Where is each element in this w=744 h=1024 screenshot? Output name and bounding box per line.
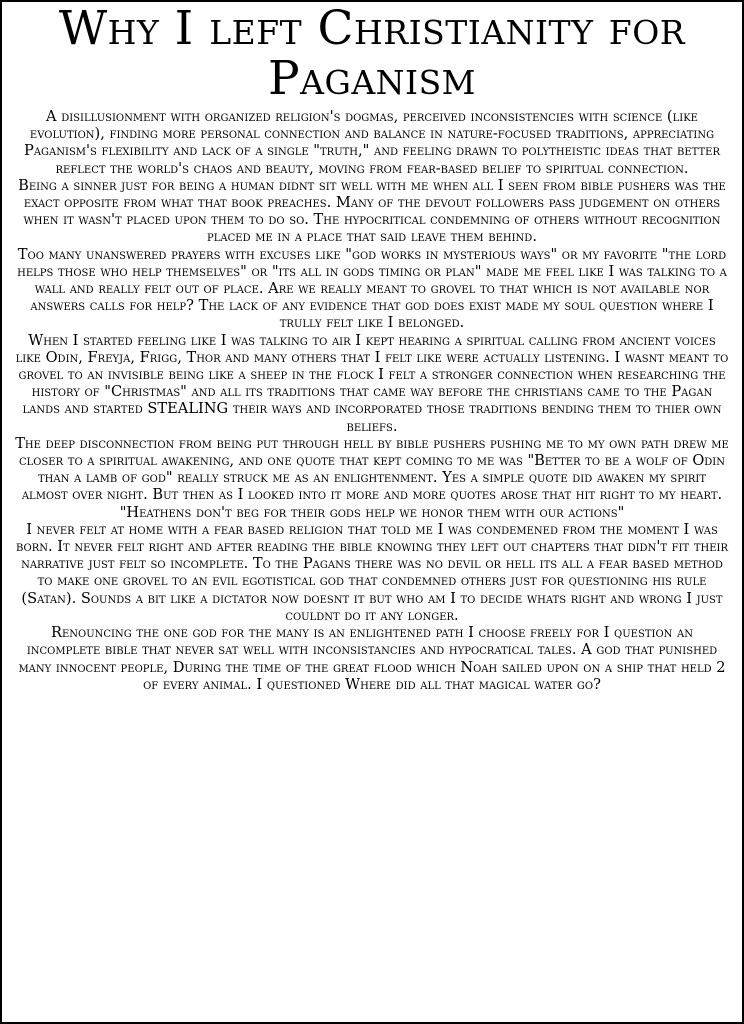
document-title: Why I left Christianity for Paganism xyxy=(58,1,686,106)
paragraph-2: Being a sinner just for being a human didnt sit well with me when all I seen from bible pushers was the exact opposite from what that book preaches. Many of the devout followers pass judgement on others when it wasn't placed upon them to do so. The hypocritical condemning of others without recognition placed me in a place that said leave them behind. xyxy=(18,176,726,246)
paragraph-5: The deep disconnection from being put through hell by bible pushers pushing me to my own path drew me closer to a spiritual awakening, and one quote that kept coming to me was "Better to be a wolf of Odin than a lamb of god" really struck me as an enlightenment. Yes a simple quote did awaken my spirit almost over night. But then as I looked into it more and more quotes arose that hit right to my heart. "Heathens don't beg for their gods help we honor them with our actions" xyxy=(15,434,729,521)
paragraph-1: A disillusionment with organized religion's dogmas, perceived inconsistencies with science (like evolution), finding more personal connection and balance in nature-focused traditions, appreciating Paganism's flexibility and lack of a single "truth," and feeling drawn to polytheistic ideas that better reflect the world's chaos and beauty, moving from fear-based belief to spiritual connection. xyxy=(24,108,720,177)
paragraph-6: I never felt at home with a fear based religion that told me I was condemened from the moment I was born. It never felt right and after reading the bible knowing they left out chapters that didn't fit their narrative just felt so incomplete. To the Pagans there was no devil or hell its all a fear based method to make one grovel to an evil egotistical god that condemned others just for questioning his rule (Satan). Sounds a bit like a dictator now doesnt it but who am I to decide whats right and wrong I just couldnt do it any longer. xyxy=(15,520,729,624)
paragraph-4: When I started feeling like I was talking to air I kept hearing a spiritual calling from ancient voices like Odin, Freyja, Frigg, Thor and many others that I felt like were actually listening. I wasnt meant to grovel to an invisible being like a sheep in the flock I felt a stronger connection when researching the history of "Christmas" and all its traditions that came way before the christians came to the Pagan lands and started STEALING their ways and incorporated those traditions bending them to thier own beliefs. xyxy=(15,331,729,435)
paragraph-7: Renouncing the one god for the many is an enlightened path I choose freely for I question an incomplete bible that never sat well with inconsistancies and hypocratical tales. A god that punished many innocent people, During the time of the great flood which Noah sailed upon on a ship that held 2 of every animal. I questioned Where did all that magical water go? xyxy=(18,624,726,693)
document-body xyxy=(2,104,742,693)
paragraph-3: Too many unanswered prayers with excuses like "god works in mysterious ways" or my favorite "the lord helps those who help themselves" or "its all in gods timing or plan" made me feel like I was talking to a wall and really felt out of place. Are we really meant to grovel to that which is not available nor answers calls for help? The lack of any evidence that god does exist made my soul question where I trully felt like I belonged. xyxy=(17,245,727,332)
